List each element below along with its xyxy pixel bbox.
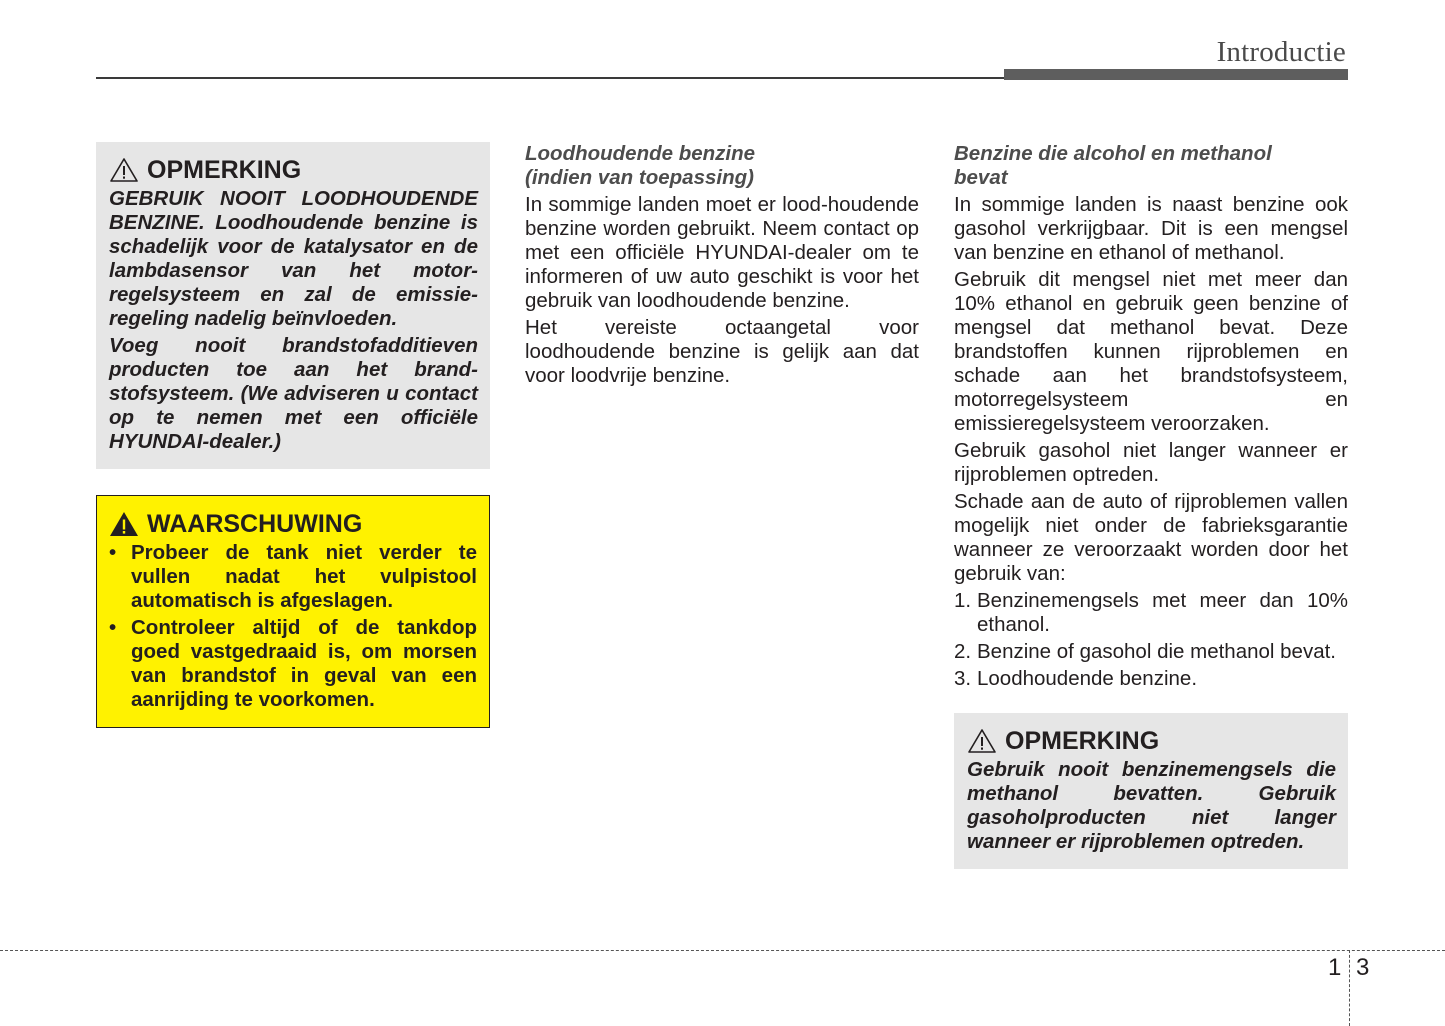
notice-title: OPMERKING xyxy=(1005,727,1160,755)
list-item-text: Benzine of gasohol die methanol bevat. xyxy=(977,640,1337,663)
warning-heading xyxy=(109,508,477,540)
body-paragraph: Gebruik gasohol niet langer wanneer er rijproblemen optreden. xyxy=(954,439,1348,486)
section-heading-line: bevat xyxy=(954,166,1008,189)
list-number: 3. xyxy=(954,667,972,690)
notice-paragraph: GEBRUIK NOOIT LOODHOUDENDE BENZINE. Loodhoudende benzine is schadelijk voor de katalysator en de lambdasensor van het motor-regelsysteem en zal de emissie-regeling nadelig beïnvloeden. xyxy=(109,187,478,330)
caution-outline-icon xyxy=(967,728,997,754)
bullet: • xyxy=(109,616,117,639)
list-item-text: Loodhoudende benzine. xyxy=(977,667,1198,690)
left-column xyxy=(96,142,490,728)
warning-filled-icon xyxy=(109,511,139,537)
footer-dashed-divider xyxy=(1349,950,1350,1026)
body-paragraph: In sommige landen is naast benzine ook gasohol verkrijgbaar. Dit is een mengsel van benzine en ethanol of methanol. xyxy=(954,193,1348,264)
section-heading-alcohol xyxy=(954,142,1348,190)
warning-item xyxy=(109,616,477,712)
list-item xyxy=(954,589,1348,637)
header-accent-bar xyxy=(1004,69,1348,80)
list-item xyxy=(954,667,1348,691)
middle-column xyxy=(525,142,919,391)
list-item-text: Benzinemengsels met meer dan 10% ethanol. xyxy=(977,589,1348,636)
bullet: • xyxy=(109,541,117,564)
list-number: 2. xyxy=(954,640,972,663)
notice-box xyxy=(96,142,490,469)
section-heading-line: (indien van toepassing) xyxy=(525,166,754,189)
notice-paragraph: Voeg nooit brandstofadditieven producten toe aan het brand-stofsysteem. (We adviseren u contact op te nemen met een officiële HYUNDAI-dealer.) xyxy=(109,334,478,453)
section-heading-line: Benzine die alcohol en methanol xyxy=(954,142,1272,165)
warning-item-text: Probeer de tank niet verder te vullen nadat het vulpistool automatisch is afgeslagen. xyxy=(131,541,477,612)
body-paragraph: In sommige landen moet er lood-houdende benzine worden gebruikt. Neem contact op met een officiële HYUNDAI-dealer om te informeren of uw auto geschikt is voor het gebruik van loodhoudende benzine. xyxy=(525,193,919,312)
warning-item xyxy=(109,541,477,613)
list-item xyxy=(954,640,1348,664)
notice-heading xyxy=(109,154,478,186)
body-paragraph: Gebruik dit mengsel niet met meer dan 10% ethanol en gebruik geen benzine of mengsel dat methanol bevat. Deze brandstoffen kunnen rijproblemen en schade aan het brandstofsysteem, motorregelsysteem en emissieregelsysteem veroorzaken. xyxy=(954,268,1348,435)
section-heading-leaded xyxy=(525,142,919,190)
caution-outline-icon xyxy=(109,157,139,183)
warning-title: WAARSCHUWING xyxy=(147,510,363,538)
right-column xyxy=(954,142,1348,869)
warning-item-text: Controleer altijd of de tankdop goed vastgedraaid is, om morsen van brandstof in geval van een aanrijding te voorkomen. xyxy=(131,616,477,711)
header-rule xyxy=(96,77,1006,79)
list-number: 1. xyxy=(954,589,972,612)
notice-box xyxy=(954,713,1348,869)
notice-paragraph: Gebruik nooit benzinemengsels die methanol bevatten. Gebruik gasoholproducten niet langer wanneer er rijproblemen optreden. xyxy=(967,758,1336,853)
numbered-list xyxy=(954,589,1348,691)
notice-heading xyxy=(967,725,1336,757)
page-number: 3 xyxy=(1356,954,1370,981)
warning-box xyxy=(96,495,490,728)
chapter-title: Introductie xyxy=(1216,36,1346,68)
section-heading-line: Loodhoudende benzine xyxy=(525,142,756,165)
notice-title: OPMERKING xyxy=(147,156,302,184)
body-paragraph: Het vereiste octaangetal voor loodhoudende benzine is gelijk aan dat voor loodvrije benzine. xyxy=(525,316,919,387)
body-paragraph: Schade aan de auto of rijproblemen vallen mogelijk niet onder de fabrieksgarantie wanneer ze veroorzaakt worden door het gebruik van: xyxy=(954,490,1348,585)
page-section-number: 1 xyxy=(1328,954,1342,981)
footer-dashed-rule xyxy=(0,950,1445,951)
